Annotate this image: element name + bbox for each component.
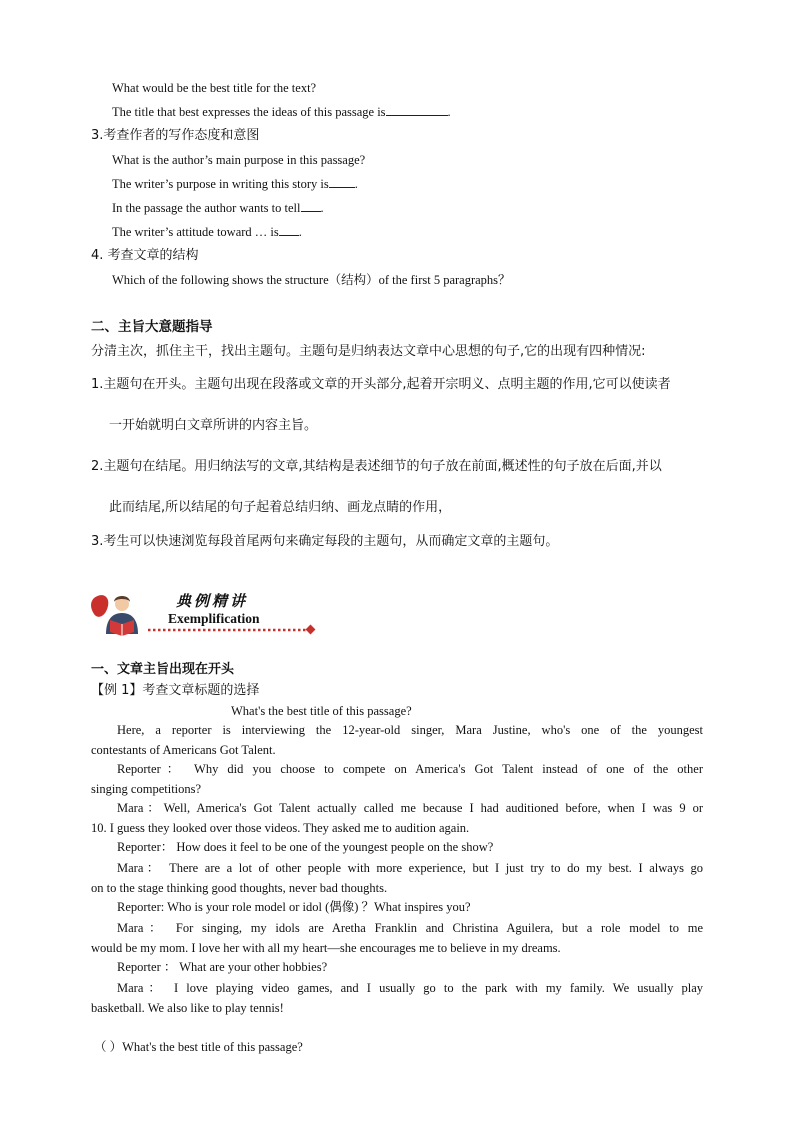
question-stem-purpose-fill: The writer’s purpose in writing this story is . (112, 177, 358, 191)
exemplification-banner (88, 590, 318, 640)
question-stem-tell: In the passage the author wants to tell . (112, 201, 324, 215)
point-2-line-a: 2.主题句在结尾。用归纳法写的文章,其结构是表述细节的句子放在前面,概述性的句子放在后面,并以 (91, 459, 662, 474)
banner-title-cn: 典例精讲 (176, 592, 249, 610)
answer-blank (386, 104, 448, 116)
point-2-line-b: 此而结尾,所以结尾的句子起着总结归纳、画龙点睛的作用， (109, 500, 452, 515)
passage-paragraph: Reporter： Why did you choose to compete on America's Got Talent instead of one of the other singing competitions? (91, 762, 703, 796)
section-intro: 分清主次，抓住主干，找出主题句。主题句是归纳表达文章中心思想的句子,它的出现有四种情况: (91, 344, 646, 359)
answer-blank (329, 176, 355, 188)
answer-question: （ ）What's the best title of this passage? (94, 1040, 303, 1054)
question-stem-title-fill: The title that best expresses the ideas of this passage is . (112, 105, 451, 119)
banner-title-en: Exemplification (168, 611, 260, 626)
passage-paragraph: Mara： I love playing video games, and I usually go to the park with my family. We usually play basketball. We also like to play tennis! (91, 981, 703, 1015)
point-1-line-a: 1.主题句在开头。主题句出现在段落或文章的开头部分,起着开宗明义、点明主题的作用,它可以使读者 (91, 377, 671, 392)
question-stem-purpose: What is the author’s main purpose in this passage? (112, 153, 366, 167)
subheading-structure: 4. 考查文章的结构 (91, 248, 199, 263)
passage-paragraph: Mara： For singing, my idols are Aretha Franklin and Christina Aguilera, but a role model to me would be my mom. I love her with all my heart—she encourages me to believe in my dreams. (91, 921, 703, 955)
passage-title: What's the best title of this passage? (231, 704, 412, 718)
passage-paragraph: Reporter ： What are your other hobbies? (117, 960, 328, 974)
subheading-attitude: 3.考查作者的写作态度和意图 (91, 128, 260, 143)
question-stem-structure: Which of the following shows the structure（结构）of the first 5 paragraphs？ (112, 273, 511, 287)
passage-paragraph: Mara：Well, America's Got Talent actually called me because I had auditioned before, when I was 9 or 10. I guess they looked over those videos. They asked me to audition again. (91, 801, 703, 835)
passage-paragraph: Reporter: Who is your role model or idol (偶像) ？What inspires you? (117, 900, 471, 914)
point-3: 3.考生可以快速浏览每段首尾两句来确定每段的主题句，从而确定文章的主题句。 (91, 534, 559, 549)
passage-paragraph: Mara： There are a lot of other people with more experience, but I just try to do my best. I always go on to the stage thinking good thoughts, never bad thoughts. (91, 861, 703, 895)
answer-blank (301, 200, 321, 212)
point-1-line-b: 一开始就明白文章所讲的内容主旨。 (109, 418, 318, 433)
passage-paragraph: Reporter： How does it feel to be one of the youngest people on the show? (117, 840, 494, 854)
answer-blank (279, 224, 299, 236)
passage-paragraph: Here, a reporter is interviewing the 12-year-old singer, Mara Justine, who's one of the youngest contestants of Americans Got Talent. (91, 723, 703, 757)
example-heading: 一、文章主旨出现在开头 (91, 662, 235, 677)
question-stem-title: What would be the best title for the text? (112, 81, 317, 95)
section-heading: 二、主旨大意题指导 (91, 319, 213, 335)
question-stem-attitude: The writer’s attitude toward … is . (112, 225, 302, 239)
example-label: 【例 1】考查文章标题的选择 (91, 683, 260, 698)
